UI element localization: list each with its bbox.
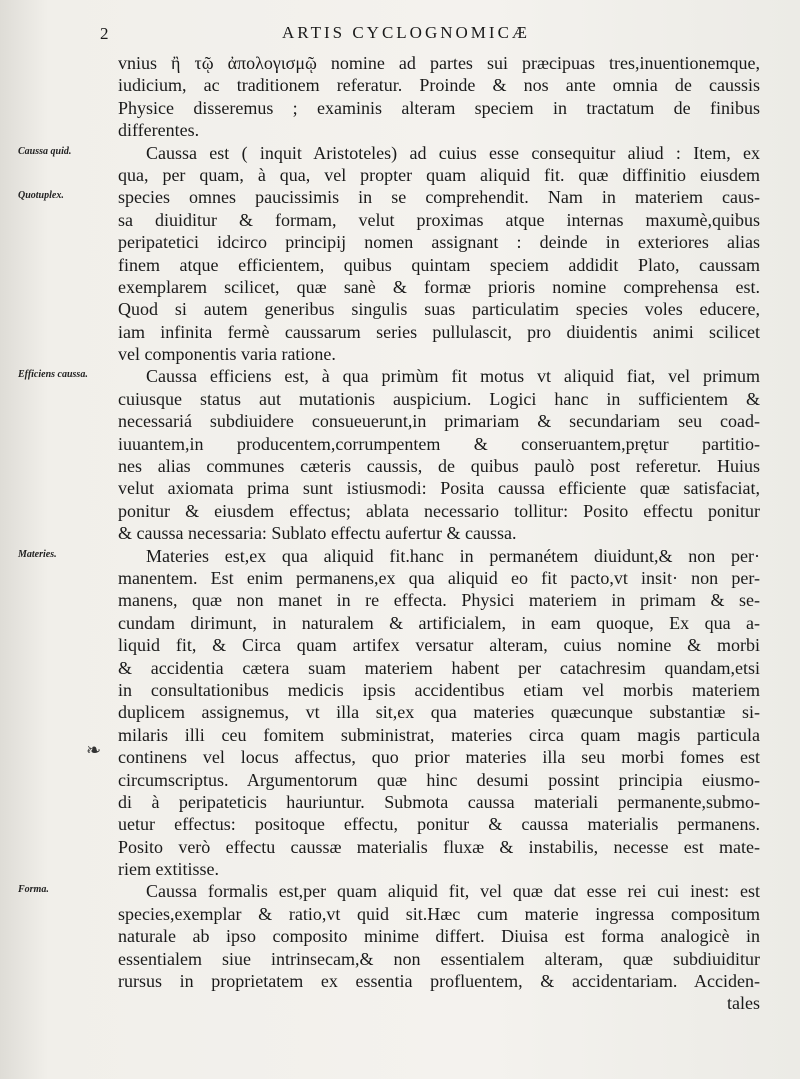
text-line: continens vel locus affectus, quo prior materies illa seu morbi fomes est: [118, 747, 760, 768]
text-line: peripatetici idcirco principij nomen assignant : deinde in exteriores alias: [118, 232, 760, 253]
text-line: sa diuiditur & formam, velut proximas atque internas maxumè,quibus: [118, 209, 760, 230]
text-line: species,exemplar & ratio,vt quid sit.Hæc cum materie ingressa compositum: [118, 903, 760, 924]
text-line: milaris illi ceu fomitem subministrat, materies circa quam magis particula: [118, 724, 760, 745]
text-line: circumscriptus. Argumentorum quæ hinc desumi possint principia eiusmo-: [118, 769, 760, 790]
text-line: Caussa efficiens est, à qua primùm fit motus vt aliquid fiat, vel primum: [146, 366, 760, 387]
margin-note-caussa-quid: Caussa quid.: [18, 145, 72, 157]
page-number: 2: [100, 24, 109, 43]
text-line: iudicium, ac traditionem referatur. Proinde & nos ante omnia de caussis: [118, 75, 760, 96]
text-line: exemplarem scilicet, quæ sanè & formæ prioris nomine comprehensa est.: [118, 276, 760, 297]
text-line: species omnes paucissimis in se comprehendit. Nam in materiem caus-: [118, 187, 760, 208]
margin-note-materies: Materies.: [18, 548, 57, 560]
text-line: Posito verò effectu caussæ materialis fluxæ & instabilis, necesse est mate-: [118, 836, 760, 857]
text-line: uetur effectus: positoque effectu, ponitur & caussa materialis permanens.: [118, 814, 760, 835]
text-line: naturale ab ipso composito minime differt. Diuisa est forma analogicè in: [118, 926, 760, 947]
text-line: duplicem assignemus, vt illa sit,ex qua materies quæcunque substantiæ si-: [118, 702, 760, 723]
text-line: cuiusque status aut mutationis auspicium. Logici hanc in sufficientem &: [118, 388, 760, 409]
paragraph-materies: [0, 545, 800, 881]
page-header: [0, 18, 800, 48]
catchword: tales: [727, 993, 760, 1014]
text-line: & accidentia cætera suam materiem habent per catachresim quandam,etsi: [118, 657, 760, 678]
text-line: iam infinita fermè caussarum series pullulascit, pro diuidentis animi scilicet: [118, 321, 760, 342]
text-body: [0, 52, 800, 1015]
margin-note-quotuplex: Quotuplex.: [18, 189, 64, 201]
paragraph-caussa: [0, 142, 800, 366]
text-line: Physice disseremus ; examinis alteram speciem in tractatum de finibus: [118, 97, 760, 118]
text-line: finem atque efficientem, quibus quintam speciem addidit Plato, caussam: [118, 254, 760, 275]
text-line: Caussa est ( inquit Aristoteles) ad cuius esse consequitur aliud : Item, ex: [146, 142, 760, 163]
text-line: qua, per quam, à qua, vel propter quam aliquid fit. quæ diffinitio eiusdem: [118, 164, 760, 185]
text-line: liquid fit, & Circa quam artifex versatur alteram, cuius nomine & morbi: [118, 635, 760, 656]
text-line: vnius ἢ τῷ ἀπολογισμῷ nomine ad partes sui præcipuas tres,inuentionemque,: [118, 53, 760, 73]
text-line: rursus in proprietatem ex essentia profluentem, & accidentariam. Acciden-: [118, 971, 760, 992]
text-line: ponitur & eiusdem effectus; ablata necessario tollitur: Posito effectu ponitur: [118, 500, 760, 521]
text-line: Quod si autem generibus singulis suas particulatim species voles educere,: [118, 299, 760, 320]
margin-note-efficiens: Efficiens caussa.: [18, 369, 88, 381]
text-line: Materies est,ex qua aliquid fit.hanc in permanétem diuidunt,& non per·: [146, 545, 760, 566]
text-line: nes alias communes cæteris caussis, de quibus paulò post referetur. Huius: [118, 456, 760, 477]
text-line: manentem. Est enim permanens,ex qua aliquid eo fit pacto,vt insit· non per-: [118, 567, 760, 588]
text-line: riem extitisse.: [118, 859, 219, 880]
paragraph-forma: [0, 880, 800, 1014]
text-line: Caussa formalis est,per quam aliquid fit, vel quæ dat esse rei cui inest: est: [146, 881, 760, 902]
text-line: cundam dirimunt, in naturalem & artificialem, in eam quoque, Ex qua a-: [118, 612, 760, 633]
paragraph-efficiens: [0, 365, 800, 544]
text-line: velut axiomata prima sunt istiusmodi: Posita caussa efficiente quæ satisfaciat,: [118, 478, 760, 499]
text-line: di à peripateticis hauriuntur. Submota caussa materiali permanente,submo-: [118, 791, 760, 812]
margin-note-forma: Forma.: [18, 884, 49, 896]
ink-blot: ❧: [86, 740, 102, 760]
text-line: iuuantem,in producentem,corrumpentem & conseruantem,prętur partitio-: [118, 433, 760, 454]
text-line: manens, quæ non manet in re effecta. Physici materiem in primam & se-: [118, 590, 760, 611]
paragraph-intro: [0, 52, 800, 142]
text-line: essentialem siue intrinsecam,& non essentialem alteram, quæ subdiuiditur: [118, 948, 760, 969]
running-title: ARTIS CYCLOGNOMICÆ: [282, 23, 531, 42]
text-line: necessariá subdiuidere consueuerunt,in primariam & secundariam seu coad-: [118, 411, 760, 432]
text-line: & caussa necessaria: Sublato effectu aufertur & caussa.: [118, 523, 517, 544]
text-line: in consultationibus medicis ipsis accidentibus etiam vel morbis materiem: [118, 679, 760, 700]
text-line: vel componentis varia ratione.: [118, 344, 336, 365]
text-line: differentes.: [118, 120, 200, 141]
